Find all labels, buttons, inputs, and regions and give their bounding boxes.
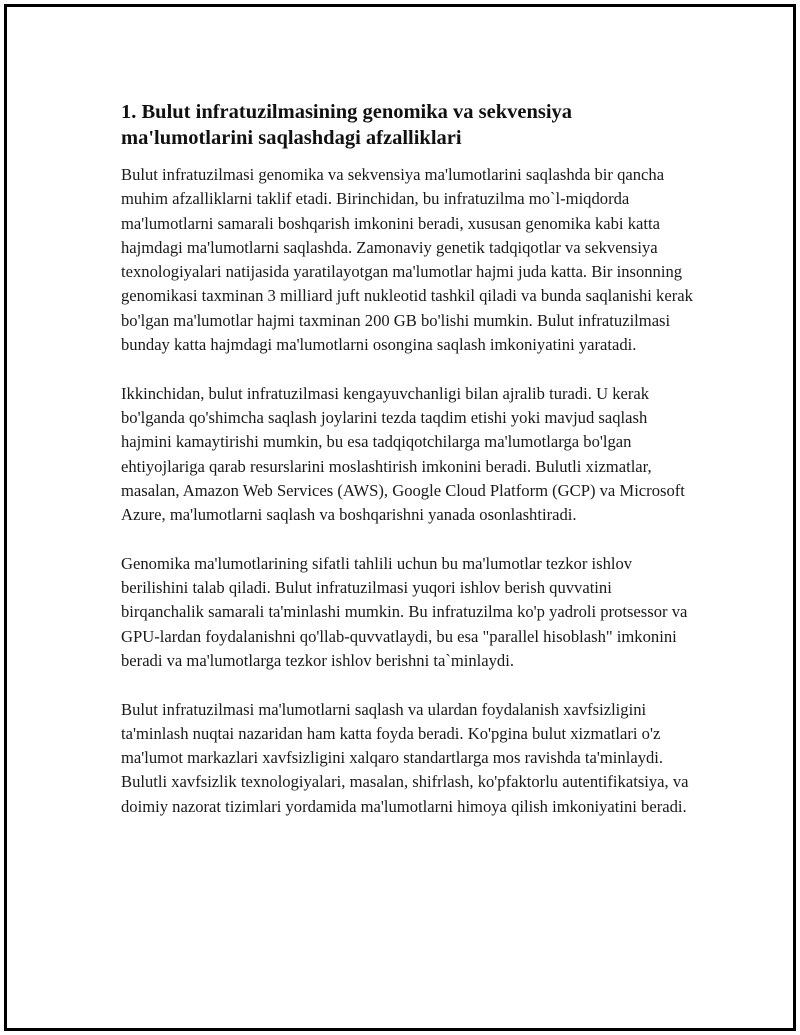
document-body bbox=[121, 99, 693, 843]
paragraph-3: Genomika ma'lumotlarining sifatli tahlili uchun bu ma'lumotlar tezkor ishlov berilishini talab qiladi. Bulut infratuzilmasi yuqori ishlov berish quvvatini birqanchalik samarali ta'minlashi mumkin. Bu infratuzilma ko'p yadroli protsessor va GPU-lardan foydalanishni qo'llab-quvvatlaydi, bu esa "parallel hisoblash" imkonini beradi va ma'lumotlarga tezkor ishlov berishni ta`minlaydi. bbox=[121, 553, 688, 670]
paragraph-4: Bulut infratuzilmasi ma'lumotlarni saqlash va ulardan foydalanish xavfsizligini ta'minlash nuqtai nazaridan ham katta foyda beradi. Ko'pgina bulut xizmatlari o'z ma'lumot markazlari xavfsizligini xalqaro standartlarga mos ravishda ta'minlaydi. Bulutli xavfsizlik texnologiyalari, masalan, shifrlash, ko'pfaktorlu autentifikatsiya, va doimiy nazorat tizimlari yordamida ma'lumotlarni himoya qilish imkoniyatini beradi. bbox=[121, 699, 689, 816]
page-frame bbox=[4, 4, 796, 1031]
paragraph-2: Ikkinchidan, bulut infratuzilmasi kengayuvchanligi bilan ajralib turadi. U kerak bo'lganda qo'shimcha saqlash joylarini tezda taqdim etishi yoki mavjud saqlash hajmini kamaytirishi mumkin, bu esa tadqiqotchilarga ma'lumotlarga bo'lgan ehtiyojlariga qarab resurslarini moslashtirish imkonini beradi. Bulutli xizmatlar, masalan, Amazon Web Services (AWS), Google Cloud Platform (GCP) va Microsoft Azure, ma'lumotlarni saqlash va boshqarishni yanada osonlashtiradi. bbox=[121, 383, 685, 525]
section-heading: 1. Bulut infratuzilmasining genomika va sekvensiya ma'lumotlarini saqlashdagi afzalliklari bbox=[121, 101, 573, 149]
paragraph-1: Bulut infratuzilmasi genomika va sekvensiya ma'lumotlarini saqlashda bir qancha muhim afzalliklarni taklif etadi. Birinchidan, bu infratuzilma mo`l-miqdorda ma'lumotlarni samarali boshqarish imkonini beradi, xususan genomika kabi katta hajmdagi ma'lumotlarni saqlashda. Zamonaviy genetik tadqiqotlar va sekvensiya texnologiyalari natijasida yaratilayotgan ma'lumotlar hajmi juda katta. Bir insonning genomikasi taxminan 3 milliard juft nukleotid tashkil qiladi va bunda saqlanishi kerak bo'lgan ma'lumotlar hajmi taxminan 200 GB bo'lishi mumkin. Bulut infratuzilmasi bunday katta hajmdagi ma'lumotlarni osongina saqlash imkoniyatini yaratadi. bbox=[121, 165, 693, 355]
